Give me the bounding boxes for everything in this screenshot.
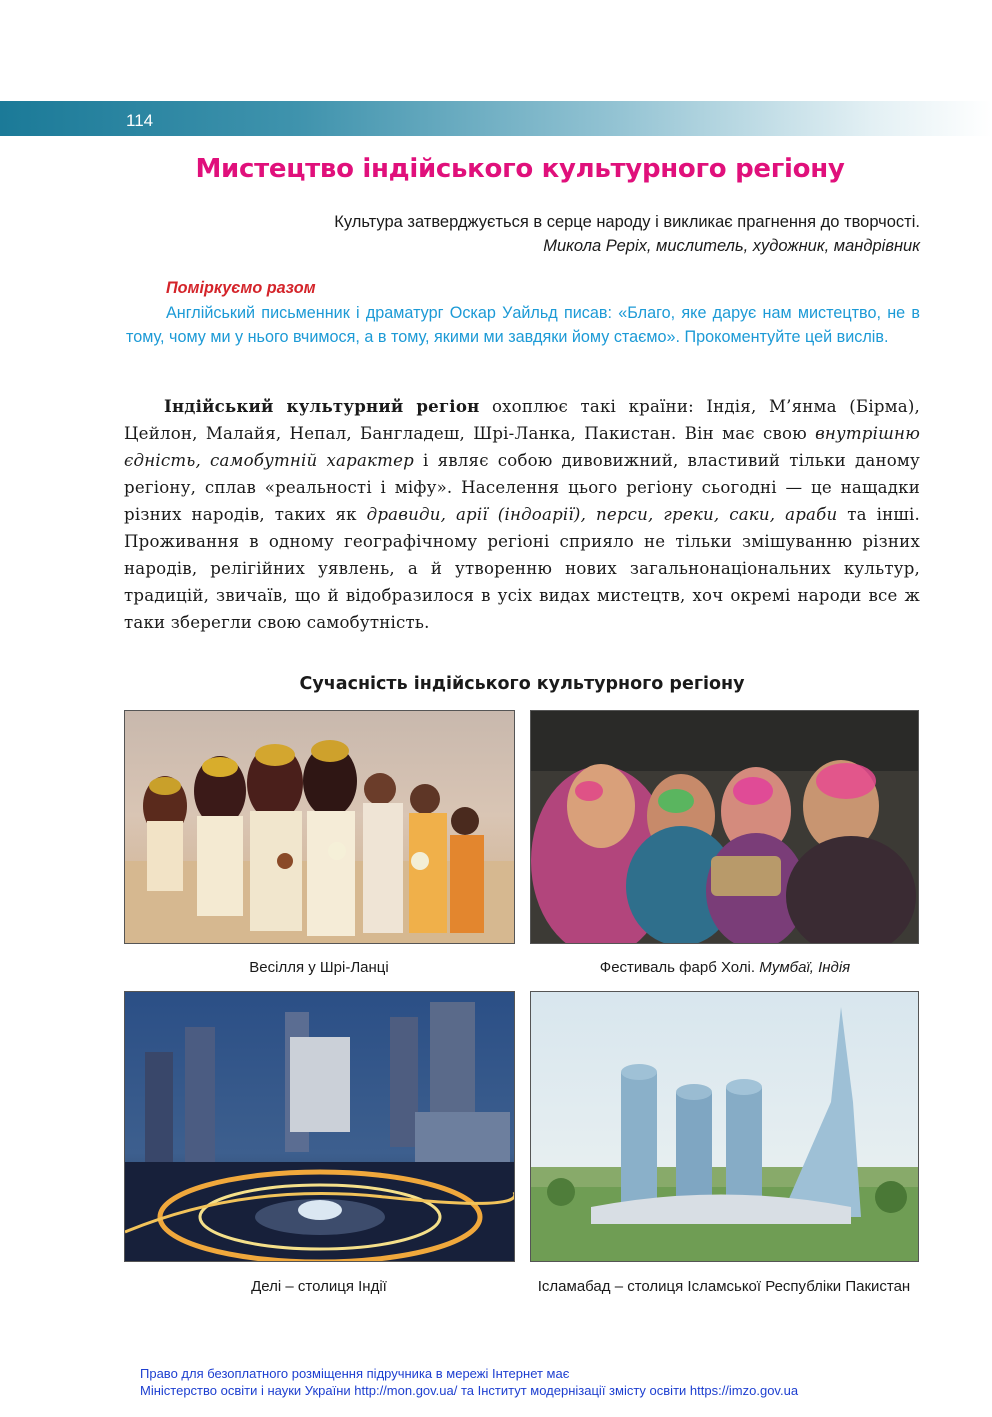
think-together-heading: Поміркуємо разом <box>166 279 316 297</box>
caption-delhi-text: Делі – столиця Індії <box>251 1278 387 1295</box>
islamabad-photo <box>530 991 919 1262</box>
caption-wedding <box>124 959 514 976</box>
epigraph <box>120 210 920 258</box>
main-bold-lead: Індійський культурний регіон <box>164 396 480 416</box>
caption-holi-place: Мумбаї, Індія <box>759 959 851 976</box>
main-text-part3: та інші. Проживання в одному географічному регіоні сприяло не тільки змішуванню різних народів, релігійних уявлень, а й утворенню нових загальнонаціональних культур, традицій, звичаїв, що й відобразилося в усіх видах мистецтв, хоч окремі народи все ж таки зберегли свою самобутність. <box>124 505 920 632</box>
copyright-footer <box>140 1366 940 1399</box>
delhi-photo <box>124 991 515 1262</box>
main-italic-2: дравиди, арії (індоарії), перси, греки, саки, араби <box>366 505 838 524</box>
caption-holi <box>530 959 920 976</box>
think-together-block <box>126 276 920 350</box>
footer-line-2: Міністерство освіти і науки України http://mon.gov.ua/ та Інститут модернізації змісту освіти https://imzo.gov.ua <box>140 1382 799 1398</box>
footer-line-1: Право для безоплатного розміщення підручника в мережі Інтернет має <box>140 1366 570 1381</box>
main-text-part2: і являє собою дивовижний, властивий тільки даному регіону, сплав «реальності і міфу». Населення цього регіону сьогодні — це нащадки різних народів, таких як <box>124 451 920 524</box>
caption-delhi <box>124 1278 514 1295</box>
think-together-text: Англійський письменник і драматург Оскар Уайльд писав: «Благо, яке дарує нам мистецтво, не в тому, чому ми у нього вчимося, а в тому, якими ми завдяки йому стаємо». Прокоментуйте цей вислів. <box>126 303 920 346</box>
caption-holi-text: Фестиваль фарб Холі. <box>599 959 760 976</box>
main-italic-1: внутрішню єдність, самобутній характер <box>124 424 920 470</box>
page-number: 114 <box>126 111 154 130</box>
gallery-heading: Сучасність індійського культурного регіону <box>299 674 745 694</box>
caption-islamabad-text: Ісламабад – столиця Ісламської Республіки Пакистан <box>537 1278 911 1295</box>
page-title: Мистецтво індійського культурного регіону <box>195 154 845 184</box>
main-paragraph <box>124 393 920 636</box>
main-text-part1: охоплює такі країни: Індія, М’янма (Бірма), Цейлон, Малайя, Непал, Бангладеш, Шрі-Ланка, Пакистан. Він має свою <box>124 397 920 443</box>
wedding-photo <box>124 710 515 944</box>
caption-wedding-text: Весілля у Шрі-Ланці <box>249 959 389 976</box>
holi-festival-photo <box>530 710 919 944</box>
caption-islamabad <box>522 1278 926 1295</box>
epigraph-author: Микола Реріх, мислитель, художник, мандрівник <box>543 237 920 255</box>
epigraph-quote: Культура затверджується в серце народу і викликає прагнення до творчості. <box>334 213 920 231</box>
